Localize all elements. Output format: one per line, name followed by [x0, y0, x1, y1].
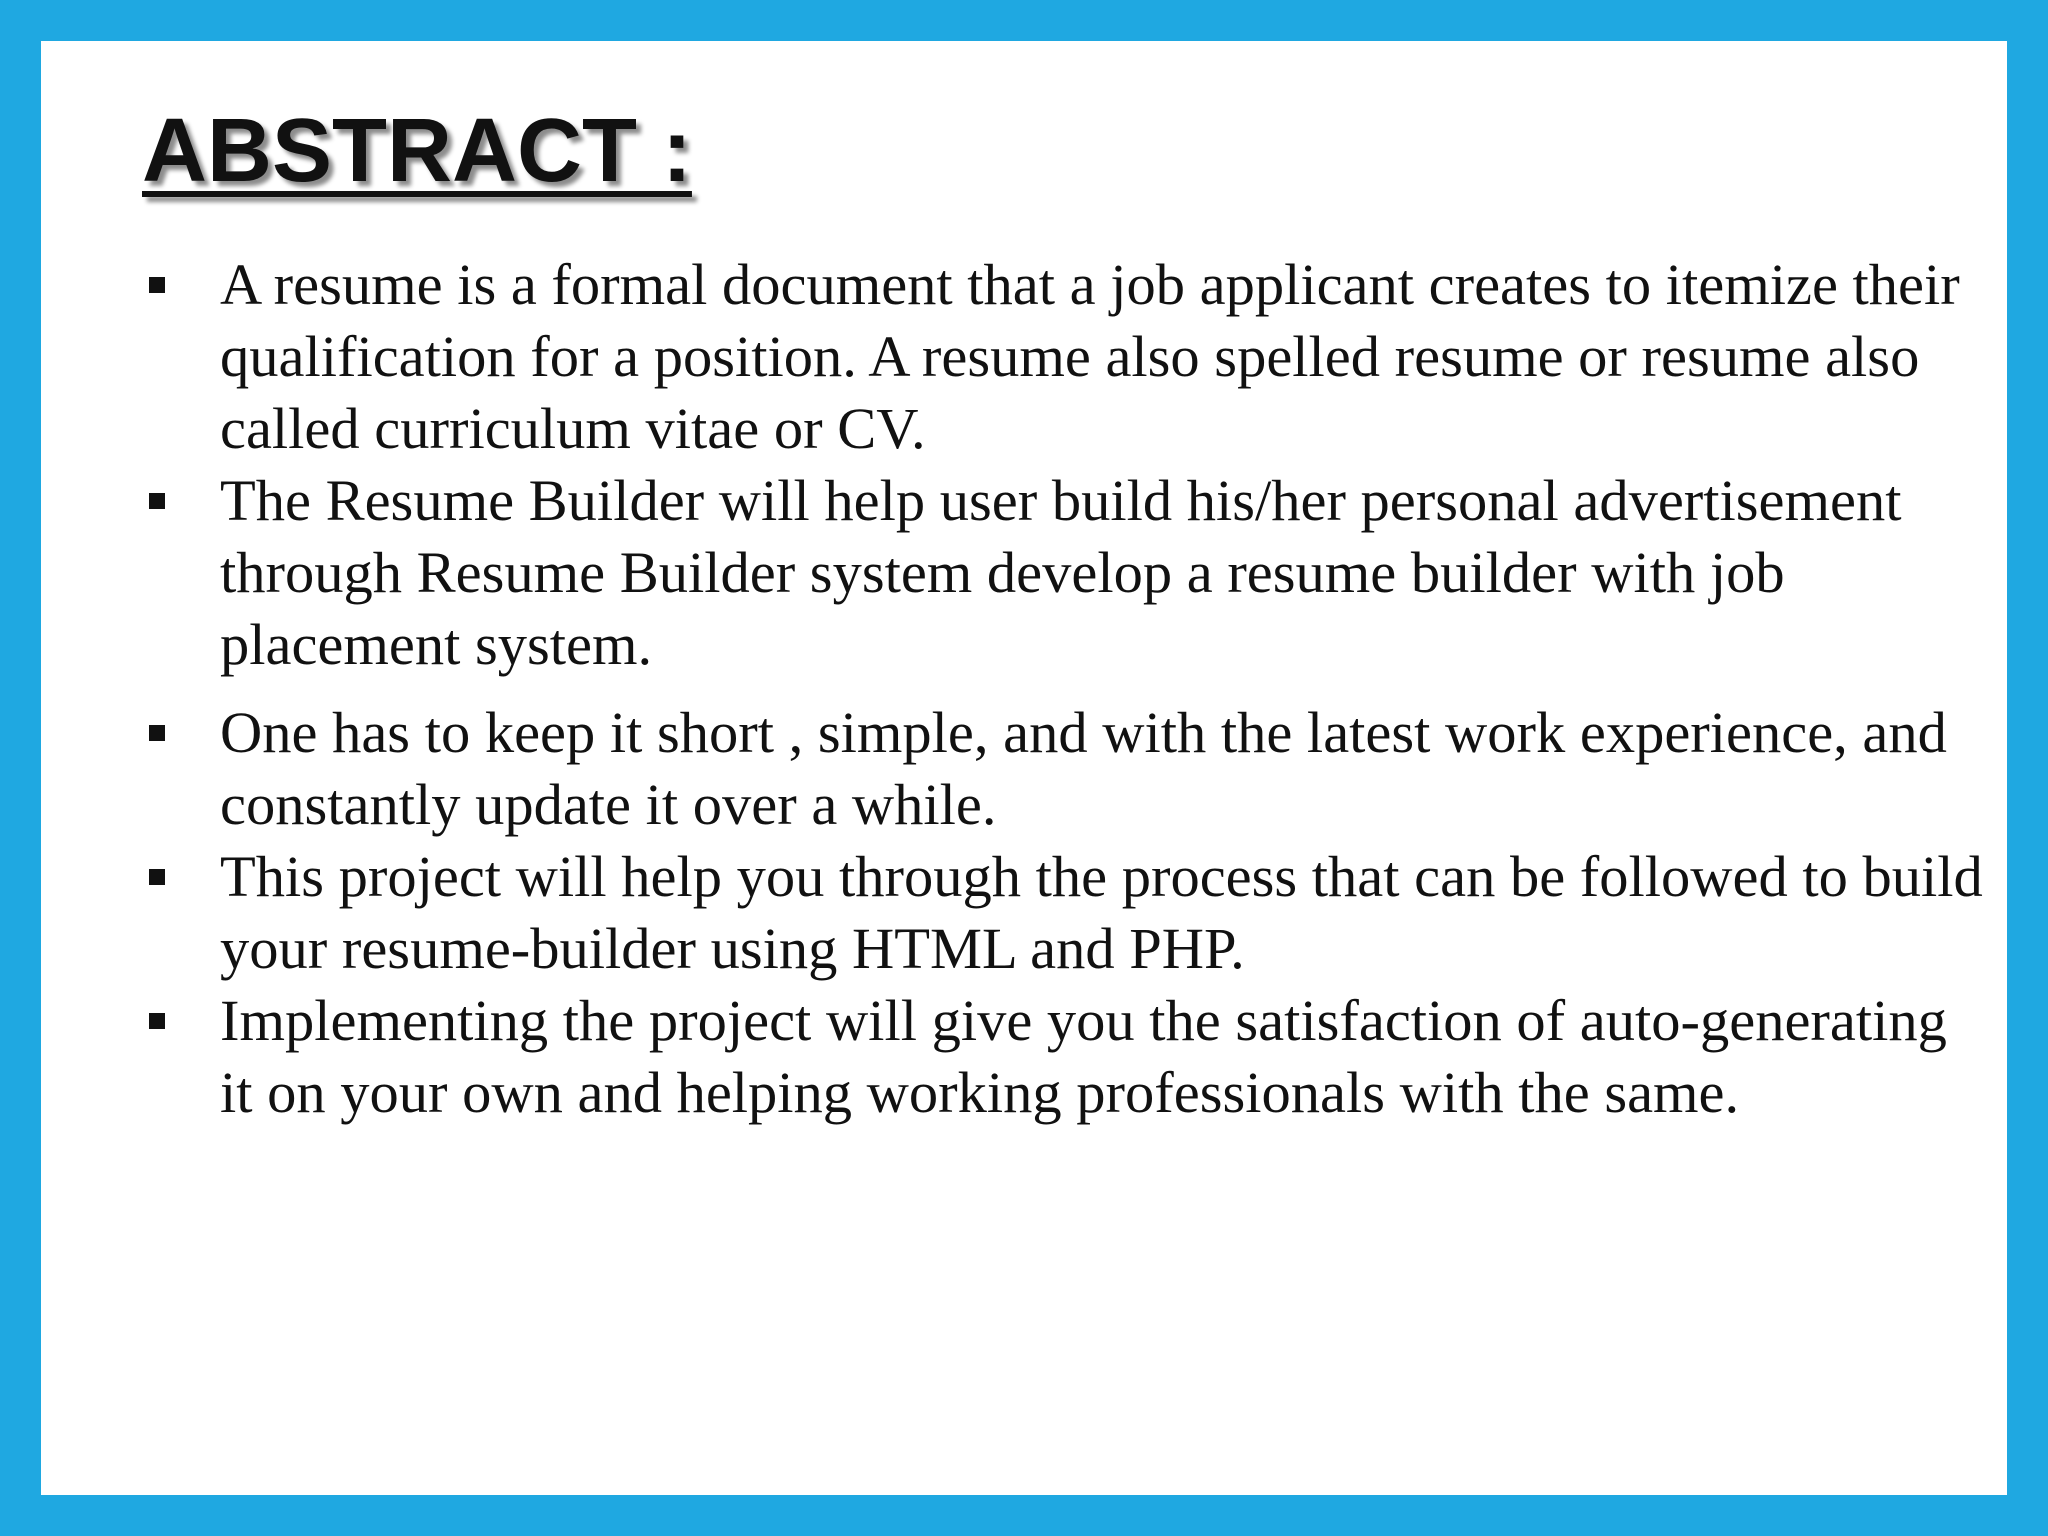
bullet-item	[142, 841, 1992, 985]
square-bullet-icon	[149, 277, 165, 293]
bullet-text: One has to keep it short , simple, and with the latest work experience, and constantly update it over a while.	[220, 700, 1947, 837]
slide-title: ABSTRACT :	[142, 101, 692, 201]
bullet-text: Implementing the project will give you the satisfaction of auto-generating it on your own and helping working professionals with the same.	[220, 988, 1947, 1125]
bullet-text: This project will help you through the process that can be followed to build your resume-builder using HTML and PHP.	[220, 844, 1983, 981]
bullet-item	[142, 249, 1992, 465]
square-bullet-icon	[149, 493, 165, 509]
square-bullet-icon	[149, 869, 165, 885]
bullet-item	[142, 697, 1992, 841]
slide	[41, 41, 2007, 1495]
bullet-text: The Resume Builder will help user build his/her personal advertisement through Resume Builder system develop a resume builder with job placement system.	[220, 468, 1902, 677]
bullet-text: A resume is a formal document that a job applicant creates to itemize their qualification for a position. A resume also spelled resume or resume also called curriculum vitae or CV.	[220, 252, 1960, 461]
bullet-item	[142, 465, 1992, 681]
square-bullet-icon	[149, 1013, 165, 1029]
square-bullet-icon	[149, 725, 165, 741]
bullet-list	[142, 249, 1992, 1129]
bullet-item	[142, 985, 1992, 1129]
